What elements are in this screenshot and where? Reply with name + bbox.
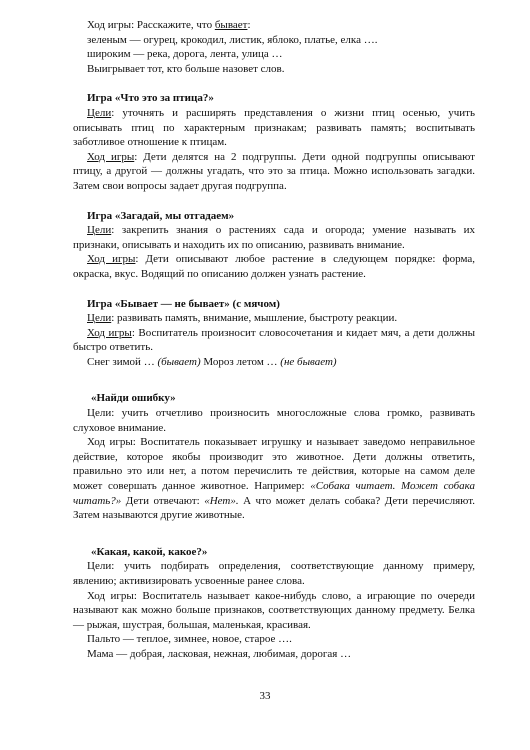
goals-label: Цели xyxy=(87,224,112,237)
example-line: Пальто — теплое, зимнее, новое, старое …. xyxy=(87,633,292,646)
game-title: Игра «Что это за птица?» xyxy=(87,92,214,105)
goals-label: Цели xyxy=(87,106,112,119)
move-label: Ход игры xyxy=(87,253,136,266)
example-line: Мама — добрая, ласковая, нежная, любимая, дорогая … xyxy=(87,647,352,660)
example-line xyxy=(73,355,475,370)
italic-answer: (бывает) xyxy=(157,355,201,368)
example-line: зеленым — огурец, крокодил, листик, яблоко, платье, елка …. xyxy=(87,33,378,46)
game-goals: Цели: учить подбирать определения, соответствующие данному примеру, явлению; активизировать усвоенные ранее слова. xyxy=(73,560,475,587)
text: Дети отвечают: xyxy=(121,494,205,507)
text: Снег зимой … xyxy=(87,355,158,368)
move-text: : Воспитатель произносит словосочетания и кидает мяч, а дети должны быстро ответить. xyxy=(73,326,475,354)
underlined-word: бывает xyxy=(214,19,248,31)
game-move xyxy=(73,150,475,194)
document-page xyxy=(73,18,475,662)
goals-text: : развивать память, внимание, мышление, быстроту реакции. xyxy=(111,312,398,325)
game-goals xyxy=(73,223,475,252)
game-title: «Какая, какой, какое?» xyxy=(91,545,208,558)
goals-text: : закрепить знания о растениях сада и огорода; умение называть их признаки, описывать и находить их по описанию, развивать внимание. xyxy=(73,224,475,251)
text: А что может делать собака? Дети перечисляют. Затем называются другие животные. xyxy=(73,494,475,522)
text: : xyxy=(247,19,251,31)
goals-text: : уточнять и расширять представления о жизни птиц осенью, учить описывать птиц по характерным признакам; развивать память; воспитывать заботливое отношение к птицам. xyxy=(73,106,475,149)
game-move xyxy=(73,435,475,523)
game-move-line xyxy=(73,18,475,33)
goals-label: Цели xyxy=(87,312,112,325)
text: Ход игры: Расскажите, что xyxy=(87,19,215,31)
move-text: : Дети описывают любое растение в следующем порядке: форма, окраска, вкус. Водящий по описанию должен узнать растение. xyxy=(73,253,475,280)
move-label: Ход игры xyxy=(87,326,132,339)
text: Мороз летом … xyxy=(200,355,281,368)
game-goals xyxy=(73,106,475,150)
game-goals: Цели: учить отчетливо произносить многосложные слова громко, развивать слуховое внимание. xyxy=(73,407,475,434)
italic-example: «Нет». xyxy=(204,494,239,507)
example-line: широким — река, дорога, лента, улица … xyxy=(87,48,283,61)
move-label: Ход игры xyxy=(87,150,135,163)
game-move: Ход игры: Воспитатель называет какое-нибудь слово, а играющие по очереди называют как можно больше признаков, соответствующих данному предмету. Белка — рыжая, шустрая, большая, маленькая, красивая. xyxy=(73,589,475,631)
rule-line: Выигрывает тот, кто больше назовет слов. xyxy=(87,62,285,75)
game-title: «Найди ошибку» xyxy=(91,392,176,405)
move-text: : Дети делятся на 2 подгруппы. Дети одной подгруппы описывают птицу, а другой — должны угадать, что это за птица. Можно использовать загадки. Затем свои вопросы задает другая подгруппа. xyxy=(73,150,475,192)
game-title: Игра «Загадай, мы отгадаем» xyxy=(87,209,235,222)
game-goals xyxy=(73,311,475,326)
game-move xyxy=(73,326,475,355)
italic-example: «Собака читает. Может собака читать?» xyxy=(73,480,475,507)
text: Ход игры: Воспитатель показывает игрушку и называет заведомо неправильное действие, которое якобы производит это животное. Дети должны ответить, правильно это или нет, а потом перечислить те действия, которые на самом деле может совершать данное животное. Например: xyxy=(73,436,475,493)
game-move xyxy=(73,252,475,281)
game-title: Игра «Бывает — не бывает» (с мячом) xyxy=(87,297,280,310)
italic-answer: (не бывает) xyxy=(280,355,337,368)
page-number: 33 xyxy=(259,690,271,702)
